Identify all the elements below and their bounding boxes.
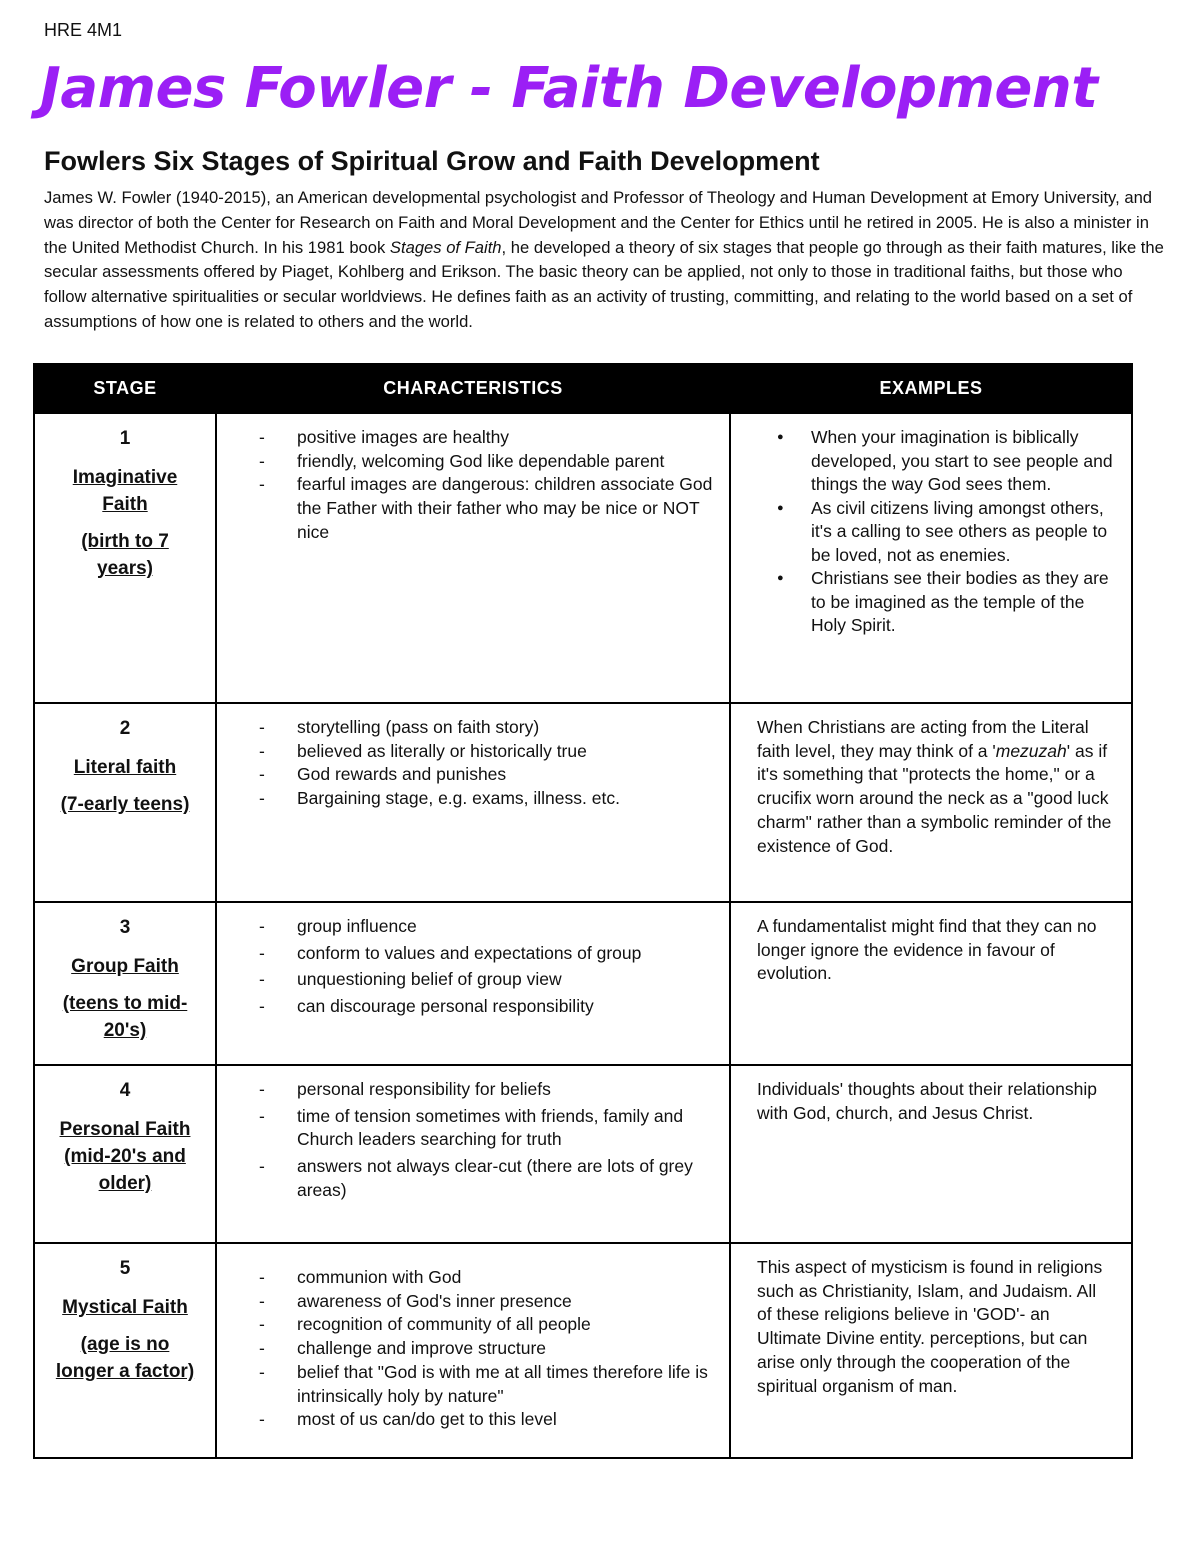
stages-table [33,363,1133,1459]
stage-cell [34,1243,216,1458]
example-text: Individuals' thoughts about their relationship with God, church, and Jesus Christ. [757,1079,1097,1123]
characteristics-cell [216,1065,730,1243]
characteristics-cell [216,1243,730,1458]
list-item: - believed as literally or historically true [217,740,719,764]
example-term: mezuzah [995,740,1067,761]
table-row [34,1243,1132,1458]
stage-name: Imaginative Faith [72,467,178,515]
stage-name: Mystical Faith [62,1297,188,1318]
characteristics-cell [216,703,730,902]
example-text [757,716,1113,858]
stage-cell [34,902,216,1065]
stage-age: (birth to 7 years) [81,531,169,579]
list-item: - belief that "God is with me at all times therefore life is intrinsically holy by nature" [217,1361,719,1408]
stage-number: 3 [119,917,131,938]
stage-number: 1 [119,428,131,449]
characteristics-cell [216,902,730,1065]
list-item: - communion with God [217,1266,719,1290]
intro-text-end: , he developed a theory of six stages that people go through as their faith matures, like the secular assessments offered by Piaget, Kohlberg and Erikson. The basic theory can be applied, not only to those in traditional faiths, but those who follow alternative spiritualities or secular worldviews. He defines faith as an activity of trusting, committing, and relating to the world based on a set of assumptions of how one is related to others and the world. [44,237,1164,331]
header-examples: EXAMPLES [730,364,1132,413]
examples-cell [730,1065,1132,1243]
table-row [34,413,1132,703]
list-item: - God rewards and punishes [217,763,719,787]
page-title: James Fowler - Faith Development [40,56,1098,121]
example-text-start: When Christians are acting from the Literal faith level, they may think of a ' [757,717,1089,761]
stage-cell [34,1065,216,1243]
list-item: - Bargaining stage, e.g. exams, illness. etc. [217,787,719,811]
stage-name: Personal Faith [59,1119,191,1140]
list-item: - unquestioning belief of group view [217,968,719,992]
examples-cell [730,1243,1132,1458]
table-row [34,902,1132,1065]
list-item: - time of tension sometimes with friends, family and Church leaders searching for truth [217,1105,719,1152]
list-item: ● Christians see their bodies as they are to be imagined as the temple of the Holy Spirit. [731,567,1121,638]
list-item: - positive images are healthy [217,426,719,450]
example-text: This aspect of mysticism is found in religions such as Christianity, Islam, and Judaism. All of these religions believe in 'GOD'- an Ultimate Divine entity. perceptions, but can arise only through the cooperation of the spiritual organism of man. [757,1257,1103,1396]
list-item: - friendly, welcoming God like dependable parent [217,450,719,474]
header-characteristics: CHARACTERISTICS [216,364,730,413]
list-item: - group influence [217,915,719,939]
list-item: - storytelling (pass on faith story) [217,716,719,740]
stage-age: (mid-20's and older) [64,1146,186,1194]
stage-age: (7-early teens) [60,794,190,815]
stage-cell [34,413,216,703]
course-code: HRE 4M1 [44,20,123,40]
list-item: - fearful images are dangerous: children associate God the Father with their father who may be nice or NOT nice [217,473,719,544]
table-row [34,703,1132,902]
stage-name: Literal faith [73,757,177,778]
list-item: - conform to values and expectations of group [217,942,719,966]
table-row [34,1065,1132,1243]
stage-name: Group Faith [71,956,179,977]
examples-cell [730,413,1132,703]
characteristics-cell [216,413,730,703]
table-header-row [34,364,1132,413]
list-item: - answers not always clear-cut (there are lots of grey areas) [217,1155,719,1202]
stage-number: 5 [119,1258,131,1279]
examples-cell [730,703,1132,902]
list-item: - awareness of God's inner presence [217,1290,719,1314]
list-item: - most of us can/do get to this level [217,1408,719,1432]
list-item: - recognition of community of all people [217,1313,719,1337]
header-stage: STAGE [34,364,216,413]
list-item: ● When your imagination is biblically developed, you start to see people and things the way God sees them. [731,426,1121,497]
stage-age: (teens to mid-20's) [62,993,188,1041]
list-item: - can discourage personal responsibility [217,995,719,1019]
stage-age: (age is no longer a factor) [55,1334,195,1382]
example-text-end: ' as if it's something that "protects the home," or a crucifix worn around the neck as a "good luck charm" rather than a symbolic reminder of the existence of God. [757,740,1112,856]
list-item: ● As civil citizens living amongst others, it's a calling to see others as people to be loved, not as enemies. [731,497,1121,568]
list-item: - challenge and improve structure [217,1337,719,1361]
page-subtitle: Fowlers Six Stages of Spiritual Grow and Faith Development [44,146,820,176]
example-text: A fundamentalist might find that they can no longer ignore the evidence in favour of evolution. [757,916,1097,984]
intro-book-title: Stages of Faith [389,237,502,257]
list-item: - personal responsibility for beliefs [217,1078,719,1102]
intro-paragraph [44,186,1169,335]
stage-number: 2 [119,718,131,739]
intro-text-start: James W. Fowler (1940-2015), an American developmental psychologist and Professor of Theology and Human Development at Emory University, and was director of both the Center for Research on Faith and Moral Development and the Center for Ethics until he retired in 2005. He is also a minister in the United Methodist Church. In his 1981 book [44,188,1153,257]
stage-cell [34,703,216,902]
stage-number: 4 [119,1080,131,1101]
examples-cell [730,902,1132,1065]
